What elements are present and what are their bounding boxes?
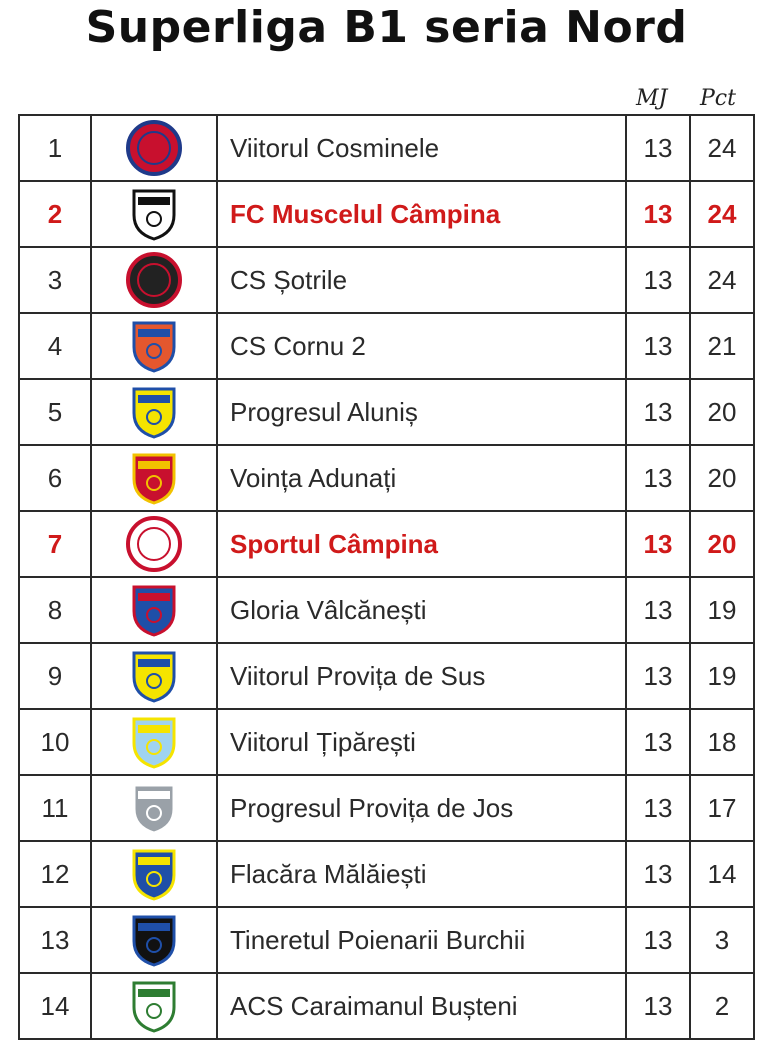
- logo-cell: [91, 247, 217, 313]
- points-cell: 24: [690, 115, 754, 181]
- team-logo-icon: [124, 119, 184, 177]
- position-cell: 3: [19, 247, 91, 313]
- team-logo-icon: [124, 317, 184, 375]
- position-cell: 8: [19, 577, 91, 643]
- table-row: [19, 709, 754, 775]
- points-cell: 24: [690, 247, 754, 313]
- points-cell: 17: [690, 775, 754, 841]
- points-cell: 24: [690, 181, 754, 247]
- column-header-matches: MJ: [636, 86, 668, 111]
- table-row: [19, 973, 754, 1039]
- logo-cell: [91, 511, 217, 577]
- logo-cell: [91, 709, 217, 775]
- team-logo-icon: [124, 581, 184, 639]
- logo-cell: [91, 973, 217, 1039]
- position-cell: 1: [19, 115, 91, 181]
- position-cell: 6: [19, 445, 91, 511]
- position-cell: 9: [19, 643, 91, 709]
- position-cell: 5: [19, 379, 91, 445]
- matches-played-cell: 13: [626, 841, 690, 907]
- points-cell: 3: [690, 907, 754, 973]
- table-row: [19, 841, 754, 907]
- points-cell: 20: [690, 445, 754, 511]
- team-logo-icon: [124, 251, 184, 309]
- points-cell: 19: [690, 643, 754, 709]
- matches-played-cell: 13: [626, 115, 690, 181]
- points-cell: 20: [690, 511, 754, 577]
- position-cell: 7: [19, 511, 91, 577]
- table-row: [19, 115, 754, 181]
- team-name-cell: Flacăra Mălăiești: [217, 841, 626, 907]
- table-row: [19, 775, 754, 841]
- team-logo-icon: [124, 845, 184, 903]
- logo-cell: [91, 313, 217, 379]
- column-header-points: Pct: [700, 86, 736, 111]
- table-row: [19, 511, 754, 577]
- matches-played-cell: 13: [626, 181, 690, 247]
- table-row: [19, 445, 754, 511]
- team-name-cell: Tineretul Poienarii Burchii: [217, 907, 626, 973]
- team-name-cell: Progresul Provița de Jos: [217, 775, 626, 841]
- position-cell: 4: [19, 313, 91, 379]
- logo-cell: [91, 577, 217, 643]
- team-name-cell: Progresul Aluniș: [217, 379, 626, 445]
- team-name-cell: CS Cornu 2: [217, 313, 626, 379]
- logo-cell: [91, 115, 217, 181]
- matches-played-cell: 13: [626, 577, 690, 643]
- team-name-cell: FC Muscelul Câmpina: [217, 181, 626, 247]
- position-cell: 13: [19, 907, 91, 973]
- table-row: [19, 379, 754, 445]
- team-name-cell: Gloria Vâlcănești: [217, 577, 626, 643]
- team-logo-icon: [124, 383, 184, 441]
- table-row: [19, 313, 754, 379]
- matches-played-cell: 13: [626, 775, 690, 841]
- matches-played-cell: 13: [626, 709, 690, 775]
- page-title: Superliga B1 seria Nord: [85, 2, 688, 53]
- team-logo-icon: [124, 647, 184, 705]
- team-logo-icon: [124, 713, 184, 771]
- points-cell: 21: [690, 313, 754, 379]
- table-row: [19, 577, 754, 643]
- matches-played-cell: 13: [626, 313, 690, 379]
- team-logo-icon: [124, 185, 184, 243]
- points-cell: 18: [690, 709, 754, 775]
- table-row: [19, 643, 754, 709]
- matches-played-cell: 13: [626, 511, 690, 577]
- team-name-cell: Sportul Câmpina: [217, 511, 626, 577]
- points-cell: 19: [690, 577, 754, 643]
- matches-played-cell: 13: [626, 247, 690, 313]
- logo-cell: [91, 841, 217, 907]
- points-cell: 2: [690, 973, 754, 1039]
- logo-cell: [91, 775, 217, 841]
- team-logo-icon: [124, 515, 184, 573]
- logo-cell: [91, 181, 217, 247]
- team-name-cell: ACS Caraimanul Bușteni: [217, 973, 626, 1039]
- team-name-cell: Viitorul Țipărești: [217, 709, 626, 775]
- table-row: [19, 181, 754, 247]
- logo-cell: [91, 445, 217, 511]
- position-cell: 11: [19, 775, 91, 841]
- matches-played-cell: 13: [626, 973, 690, 1039]
- logo-cell: [91, 643, 217, 709]
- position-cell: 2: [19, 181, 91, 247]
- position-cell: 12: [19, 841, 91, 907]
- team-logo-icon: [124, 977, 184, 1035]
- position-cell: 14: [19, 973, 91, 1039]
- table-row: [19, 907, 754, 973]
- logo-cell: [91, 379, 217, 445]
- team-logo-icon: [124, 779, 184, 837]
- points-cell: 20: [690, 379, 754, 445]
- table-row: [19, 247, 754, 313]
- team-name-cell: Voința Adunați: [217, 445, 626, 511]
- matches-played-cell: 13: [626, 445, 690, 511]
- team-name-cell: CS Șotrile: [217, 247, 626, 313]
- team-logo-icon: [124, 449, 184, 507]
- team-logo-icon: [124, 911, 184, 969]
- team-name-cell: Viitorul Cosminele: [217, 115, 626, 181]
- matches-played-cell: 13: [626, 907, 690, 973]
- points-cell: 14: [690, 841, 754, 907]
- matches-played-cell: 13: [626, 379, 690, 445]
- matches-played-cell: 13: [626, 643, 690, 709]
- team-name-cell: Viitorul Provița de Sus: [217, 643, 626, 709]
- logo-cell: [91, 907, 217, 973]
- standings-table: [18, 114, 755, 1040]
- position-cell: 10: [19, 709, 91, 775]
